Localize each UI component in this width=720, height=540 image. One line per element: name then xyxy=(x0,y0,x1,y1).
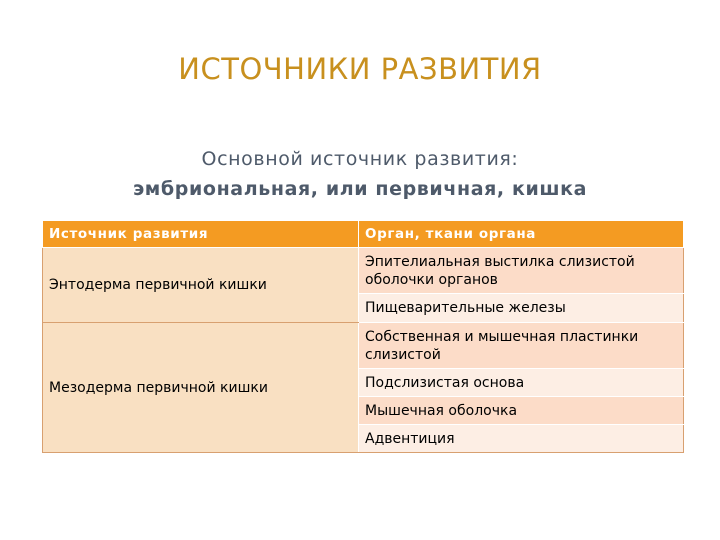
source-endoderm: Энтодерма первичной кишки xyxy=(43,248,359,323)
table-row xyxy=(43,323,684,369)
header-organ: Орган, ткани органа xyxy=(359,221,684,248)
source-mesoderm: Мезодерма первичной кишки xyxy=(43,323,359,453)
organ-epithelial-lining: Эпителиальная выстилка слизистой оболочки органов xyxy=(359,248,684,294)
organ-digestive-glands: Пищеварительные железы xyxy=(359,294,684,323)
development-sources-table xyxy=(42,220,684,453)
table-header-row xyxy=(43,221,684,248)
organ-submucosa: Подслизистая основа xyxy=(359,369,684,397)
slide-subtitle: Основной источник развития: xyxy=(201,148,519,170)
organ-muscular-layer: Мышечная оболочка xyxy=(359,397,684,425)
organ-lamina-propria: Собственная и мышечная пластинки слизистой xyxy=(359,323,684,369)
table-row xyxy=(43,248,684,294)
slide-title: ИСТОЧНИКИ РАЗВИТИЯ xyxy=(178,52,542,86)
organ-adventitia: Адвентиция xyxy=(359,425,684,453)
header-source: Источник развития xyxy=(43,221,359,248)
slide-subtitle-emphasis: эмбриональная, или первичная, кишка xyxy=(132,178,588,200)
